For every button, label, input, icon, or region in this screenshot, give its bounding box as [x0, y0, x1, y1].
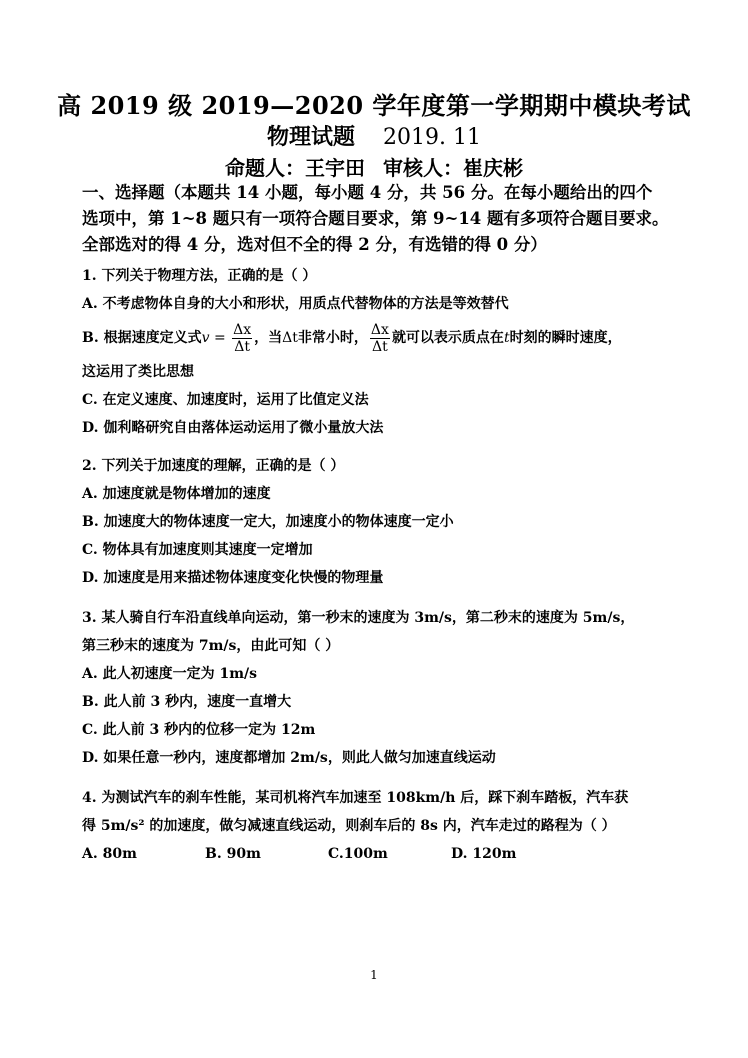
section-line-1: 一、选择题（本题共 14 小题，每小题 4 分，共 56 分。在每小题给出的四个: [82, 183, 653, 202]
question-3-option-a: A. 此人初速度一定为 1m/s: [82, 666, 258, 682]
question-3-option-b: B. 此人前 3 秒内，速度一直增大: [82, 694, 292, 710]
question-2-option-c: C. 物体具有加速度则其速度一定增加: [82, 542, 313, 558]
question-3-option-d: D. 如果任意一秒内，速度都增加 2m/s，则此人做匀加速直线运动: [82, 750, 496, 766]
setter-name: 命题人：王宇田: [225, 156, 365, 180]
question-1-option-a: A. 不考虑物体自身的大小和形状，用质点代替物体的方法是等效替代: [82, 296, 509, 312]
question-1-option-d: D. 伽利略研究自由落体运动运用了微小量放大法: [82, 420, 384, 436]
question-2-option-a: A. 加速度就是物体增加的速度: [82, 486, 271, 502]
section-instructions: [82, 180, 672, 258]
question-1-option-b-cont: 这运用了类比思想: [82, 364, 194, 380]
question-3: [82, 604, 672, 772]
authors-line: [0, 152, 748, 181]
question-4-stem-2: 得 5m/s² 的加速度，做匀减速直线运动，则刹车后的 8s 内，汽车走过的路程为（ ）: [82, 818, 616, 834]
question-2-option-d: D. 加速度是用来描述物体速度变化快慢的物理量: [82, 570, 384, 586]
section-line-3: 全部选对的得 4 分，选对但不全的得 2 分，有选错的得 0 分）: [82, 235, 547, 254]
exam-date: 2019. 11: [383, 125, 481, 150]
question-1-option-c: C. 在定义速度、加速度时，运用了比值定义法: [82, 392, 369, 408]
subject-label: 物理试题: [267, 124, 356, 150]
question-4-option-b: B. 90m: [205, 846, 261, 862]
question-4: [82, 784, 672, 868]
question-3-stem-2: 第三秒末的速度为 7m/s，由此可知（ ）: [82, 638, 340, 654]
question-4-options: [82, 840, 672, 868]
question-2-stem: 2. 下列关于加速度的理解，正确的是（ ）: [82, 458, 345, 474]
question-4-stem-1: 4. 为测试汽车的刹车性能，某司机将汽车加速至 108km/h 后，踩下刹车踏板，汽车获: [82, 790, 629, 806]
fraction-dx-dt: $\frac{\Delta x}{\Delta t}$: [233, 321, 252, 355]
section-line-2: 选项中，第 1~8 题只有一项符合题目要求，第 9~14 题有多项符合题目要求。: [82, 209, 669, 228]
question-4-option-a: A. 80m: [82, 846, 137, 862]
exam-subtitle: [0, 120, 748, 151]
question-3-option-c: C. 此人前 3 秒内的位移一定为 12m: [82, 722, 316, 738]
question-1: [82, 262, 672, 442]
fraction-dx-dt-2: $\frac{\Delta x}{\Delta t}$: [370, 321, 389, 355]
question-4-option-c: C.100m: [328, 846, 388, 862]
question-1-stem: 1. 下列关于物理方法，正确的是（ ）: [82, 268, 317, 284]
question-2-option-b: B. 加速度大的物体速度一定大，加速度小的物体速度一定小: [82, 514, 454, 530]
page-number: 1: [370, 968, 378, 982]
question-3-stem-1: 3. 某人骑自行车沿直线单向运动，第一秒末的速度为 3m/s，第二秒末的速度为 5m/s，: [82, 610, 635, 626]
reviewer-name: 审核人：崔庆彬: [383, 156, 523, 180]
question-4-option-d: D. 120m: [451, 846, 517, 862]
question-1-option-b: B. 根据速度定义式v = $\frac{\Delta x}{\Delta t}$ ，当Δt非常小时， $\frac{\Delta x}{\Delta t}$ 就可以表示质点在t时刻的瞬时速度，: [82, 321, 622, 355]
exam-title: 高 2019 级 2019—2020 学年度第一学期期中模块考试: [57, 91, 691, 120]
question-2: [82, 452, 672, 592]
